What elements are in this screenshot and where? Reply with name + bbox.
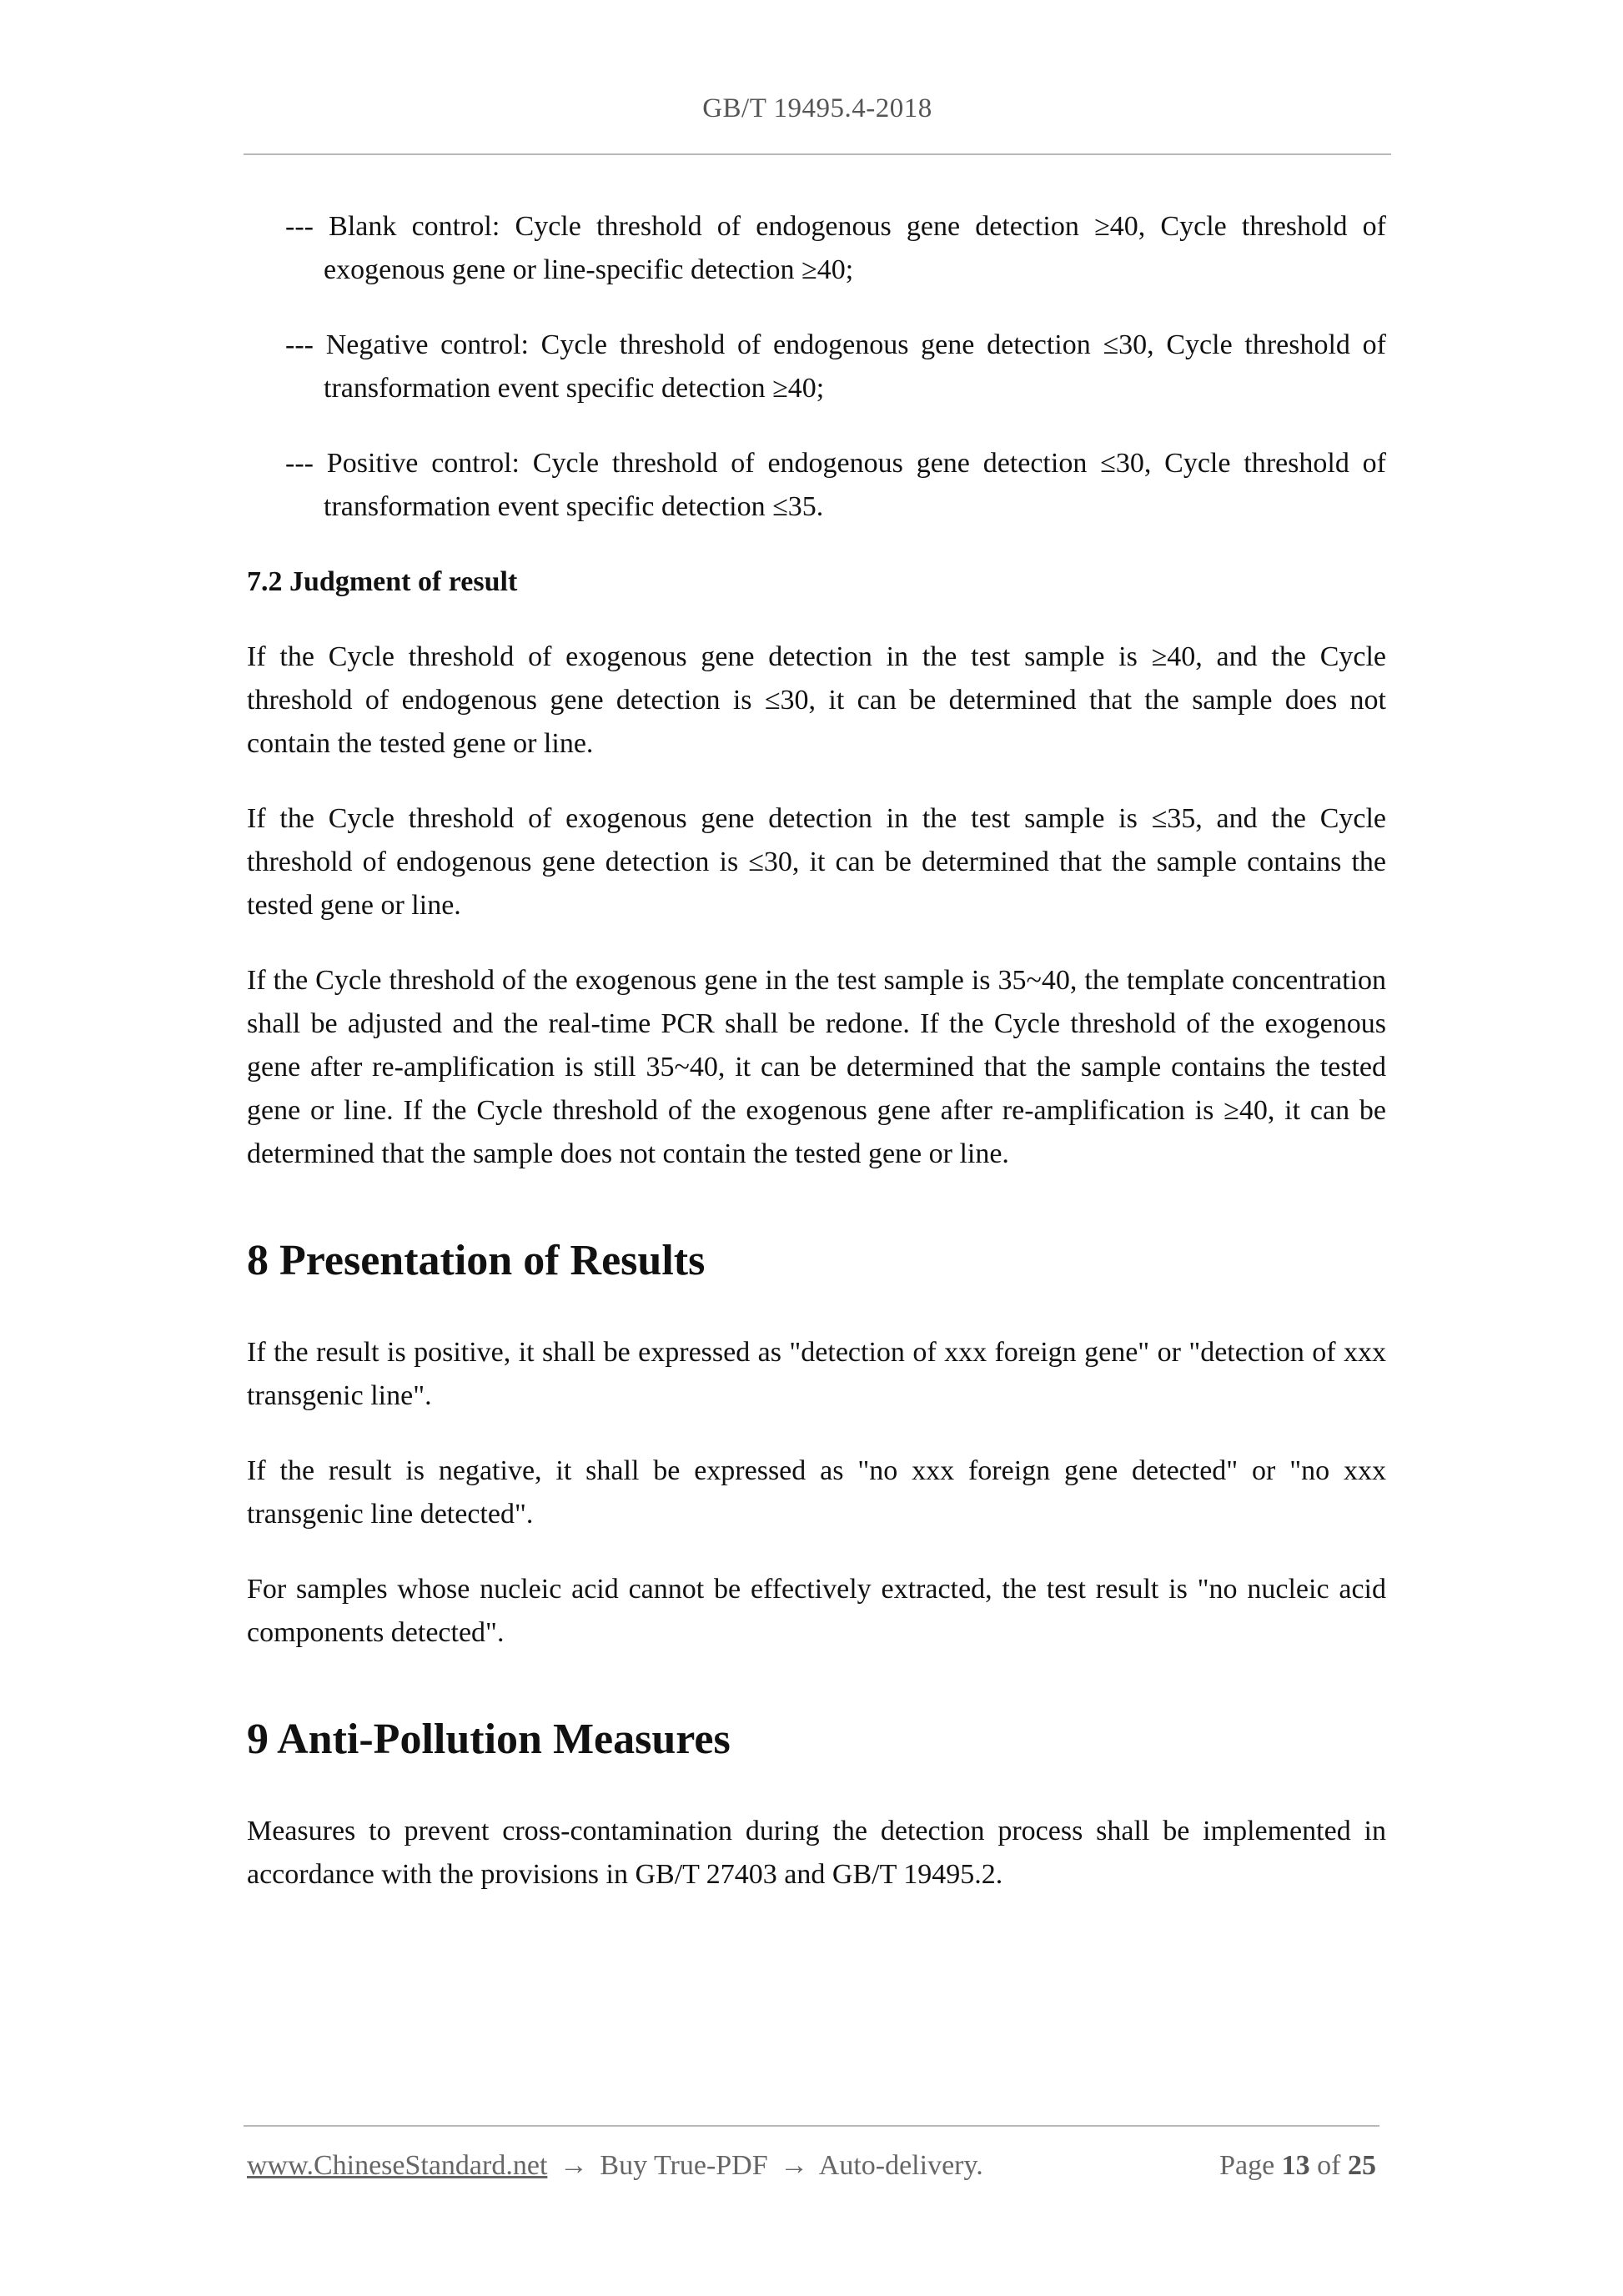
page-content <box>247 205 1386 1928</box>
presentation-paragraph-positive: If the result is positive, it shall be expressed as "detection of xxx foreign gene" or "detection of xxx transgenic line". <box>247 1337 1386 1411</box>
current-page-number: 13 <box>1281 2150 1310 2181</box>
presentation-paragraph-negative: If the result is negative, it shall be expressed as "no xxx foreign gene detected" or "no xxx transgenic line detected". <box>247 1455 1386 1530</box>
section-8-heading: 8 Presentation of Results <box>247 1237 706 1284</box>
footer-promo <box>247 2150 983 2182</box>
judgment-paragraph-positive: If the Cycle threshold of exogenous gene detection in the test sample is ≤35, and the Cycle threshold of endogenous gene detection is ≤30, it can be determined that the sample contains the tested gene or line. <box>247 803 1386 921</box>
positive-control-item: --- Positive control: Cycle threshold of endogenous gene detection ≤30, Cycle threshold of transformation event specific detection ≤35. <box>285 448 1386 522</box>
page-footer <box>247 2150 1376 2190</box>
arrow-right-icon: → <box>780 2150 809 2181</box>
page-indicator <box>1219 2150 1376 2182</box>
section-9-heading: 9 Anti-Pollution Measures <box>247 1716 731 1763</box>
judgment-paragraph-negative: If the Cycle threshold of exogenous gene detection in the test sample is ≥40, and the Cycle threshold of endogenous gene detection is ≤30, it can be determined that the sample does not contain the tested gene or line. <box>247 641 1386 759</box>
presentation-paragraph-no-extraction: For samples whose nucleic acid cannot be effectively extracted, the test result is "no nucleic acid components detected". <box>247 1574 1386 1648</box>
header-divider <box>244 153 1391 155</box>
document-id-header: GB/T 19495.4-2018 <box>702 93 932 123</box>
arrow-right-icon: → <box>559 2150 588 2181</box>
footer-divider <box>244 2125 1379 2127</box>
total-pages-number: 25 <box>1348 2150 1376 2181</box>
section-7-2-heading: 7.2 Judgment of result <box>247 566 518 597</box>
auto-delivery-text: Auto-delivery. <box>818 2150 983 2181</box>
website-link[interactable]: www.ChineseStandard.net <box>247 2150 548 2181</box>
page-label: Page <box>1219 2150 1275 2181</box>
anti-pollution-paragraph: Measures to prevent cross-contamination during the detection process shall be implemented in accordance with the provisions in GB/T 27403 and GB/T 19495.2. <box>247 1816 1386 1890</box>
buy-true-pdf-text: Buy True-PDF <box>600 2150 768 2181</box>
judgment-paragraph-ambiguous: If the Cycle threshold of the exogenous gene in the test sample is 35~40, the template concentration shall be adjusted and the real-time PCR shall be redone. If the Cycle threshold of the exogenous gene after re-amplification is still 35~40, it can be determined that the sample contains the tested gene or line. If the Cycle threshold of the exogenous gene after re-amplification is ≥40, it can be determined that the sample does not contain the tested gene or line. <box>247 965 1386 1169</box>
blank-control-item: --- Blank control: Cycle threshold of endogenous gene detection ≥40, Cycle threshold of exogenous gene or line-specific detection ≥40; <box>285 211 1386 285</box>
of-label: of <box>1317 2150 1341 2181</box>
negative-control-item: --- Negative control: Cycle threshold of endogenous gene detection ≤30, Cycle threshold of transformation event specific detection ≥40; <box>285 329 1386 404</box>
